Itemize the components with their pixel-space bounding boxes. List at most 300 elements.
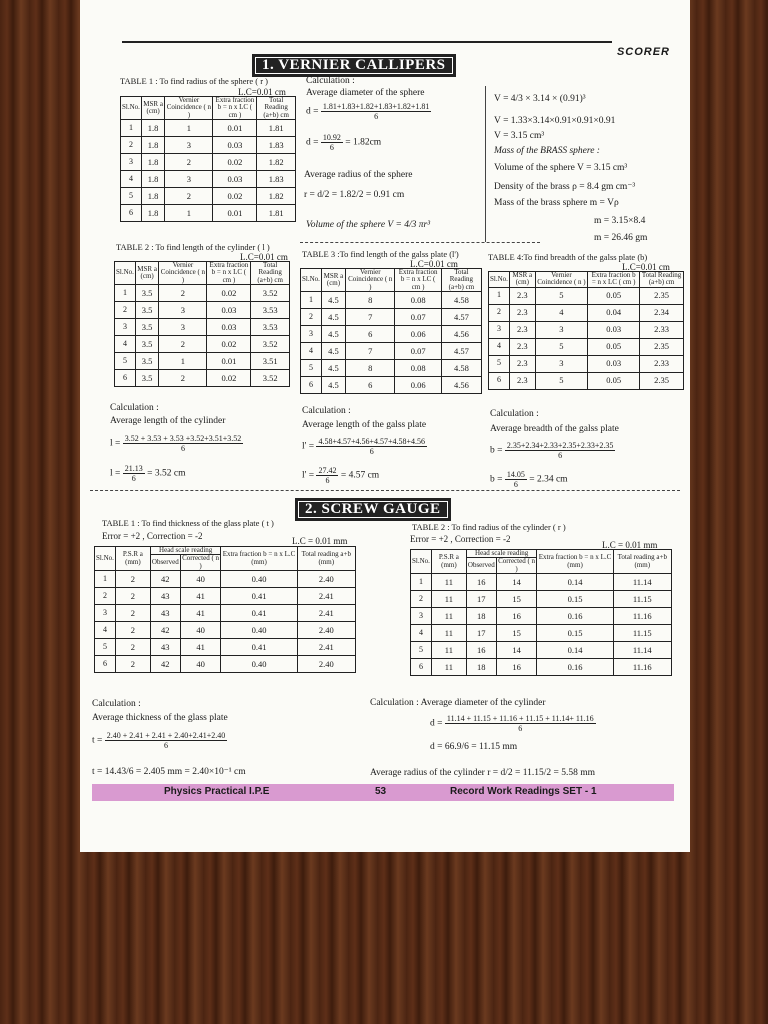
table-cell: 6 — [346, 377, 395, 394]
table-cell: 2.35 — [640, 287, 684, 304]
calc-title: Calculation : Average diameter of the cylinder — [370, 698, 546, 708]
table-cell: 3 — [159, 302, 207, 319]
table-cell: 3 — [159, 319, 207, 336]
table-cell: 0.03 — [213, 171, 257, 188]
table-cell: 3 — [489, 321, 510, 338]
table-cell: 17 — [466, 591, 496, 608]
table-cell: 2.40 — [297, 622, 355, 639]
table-row — [95, 571, 356, 588]
least-count: L.C=0.01 cm — [240, 252, 288, 262]
table-caption: TABLE 1 : To find thickness of the glass plate ( t ) — [102, 518, 274, 528]
table-cell: 2.3 — [509, 338, 535, 355]
col-header: Extra fraction b = n x L.C (mm) — [221, 547, 297, 571]
table-cell: 5 — [535, 338, 587, 355]
col-header: Total reading a+b (mm) — [613, 550, 671, 574]
table-row — [95, 622, 356, 639]
table-cell: 0.06 — [395, 326, 441, 343]
section-title-screw-gauge: 2. SCREW GAUGE — [295, 498, 451, 521]
calc-line: V = 1.33×3.14×0.91×0.91×0.91 — [494, 116, 616, 126]
table-cell: 0.05 — [588, 338, 640, 355]
least-count: L.C=0.01 cm — [622, 262, 670, 272]
table-cell: 1 — [165, 120, 213, 137]
table-cell: 2 — [115, 622, 150, 639]
table-row — [301, 292, 482, 309]
col-header: Head scale reading — [466, 550, 537, 558]
table-cell: 0.14 — [537, 642, 613, 659]
table-row — [411, 574, 672, 591]
table-cell: 40 — [180, 571, 221, 588]
table-row — [301, 360, 482, 377]
screw-gauge-table-2 — [410, 549, 672, 676]
table-cell: 0.16 — [537, 608, 613, 625]
table-cell: 41 — [180, 588, 221, 605]
col-header: Total Reading (a+b) cm — [251, 262, 290, 285]
table-cell: 43 — [150, 605, 180, 622]
table-row — [411, 625, 672, 642]
table-cell: 11.14 — [613, 642, 671, 659]
col-header: MSR a (cm) — [321, 269, 345, 292]
table-cell: 3 — [535, 321, 587, 338]
table-cell: 1.83 — [257, 137, 296, 154]
table-cell: 5 — [411, 642, 432, 659]
table-cell: 11.14 — [613, 574, 671, 591]
table-cell: 3.5 — [135, 336, 158, 353]
header-rule — [122, 41, 612, 43]
column-divider — [485, 86, 486, 242]
table-cell: 2 — [115, 605, 150, 622]
table-cell: 0.01 — [213, 120, 257, 137]
table-cell: 2.33 — [640, 321, 684, 338]
table-cell: 4.56 — [441, 377, 481, 394]
table-cell: 0.41 — [221, 588, 297, 605]
table-cell: 0.03 — [588, 355, 640, 372]
table-cell: 0.03 — [207, 302, 251, 319]
table-cell: 11 — [431, 642, 466, 659]
dashed-divider — [90, 490, 680, 491]
table-cell: 6 — [121, 205, 142, 222]
table-cell: 4.58 — [441, 292, 481, 309]
table-cell: 1.8 — [141, 154, 164, 171]
table-cell: 0.40 — [221, 656, 297, 673]
table-cell: 4.57 — [441, 343, 481, 360]
col-header: Vernier Coincidence ( n ) — [535, 272, 587, 288]
calc-length-cylinder: l = $\frac{3.52 + 3.53 + 3.53 +3.52+3.51+3.52}{6}$ — [110, 434, 242, 453]
table-row — [121, 171, 296, 188]
table-cell: 2 — [165, 154, 213, 171]
calc-breadth-plate-result: b = $\frac{14.05}{6}$ = 2.34 cm — [490, 470, 568, 489]
table-cell: 0.40 — [221, 622, 297, 639]
table-row — [115, 336, 290, 353]
table-cell: 0.01 — [207, 353, 251, 370]
calc-breadth-plate: b = $\frac{2.35+2.34+2.33+2.35+2.33+2.35}{6}$ — [490, 441, 614, 460]
table-row — [301, 377, 482, 394]
table-cell: 2.34 — [640, 304, 684, 321]
table-cell: 2.3 — [509, 372, 535, 389]
calc-line: m = 26.46 gm — [594, 233, 648, 243]
table-cell: 5 — [535, 287, 587, 304]
table-cell: 2.3 — [509, 321, 535, 338]
calc-thickness: t = $\frac{2.40 + 2.41 + 2.41 + 2.40+2.41+2.40}{6}$ — [92, 731, 226, 750]
table-cell: 18 — [466, 608, 496, 625]
col-header: Extra fraction b = n x LC ( cm ) — [213, 97, 257, 120]
table-cell: 42 — [150, 656, 180, 673]
table-cell: 5 — [115, 353, 136, 370]
table-cell: 2 — [159, 336, 207, 353]
footer-book-title: Physics Practical I.P.E — [164, 786, 270, 797]
table-cell: 5 — [301, 360, 322, 377]
col-header: MSR a (cm) — [135, 262, 158, 285]
table-cell: 2 — [115, 588, 150, 605]
calc-diameter-result: d = 66.9/6 = 11.15 mm — [430, 742, 518, 752]
table-cell: 3 — [121, 154, 142, 171]
table-row — [489, 372, 684, 389]
table-cell: 1 — [95, 571, 116, 588]
table-cell: 3.52 — [251, 370, 290, 387]
table-cell: 43 — [150, 588, 180, 605]
table-cell: 1.82 — [257, 154, 296, 171]
table-cell: 4 — [95, 622, 116, 639]
table-cell: 2.3 — [509, 304, 535, 321]
table-row — [489, 287, 684, 304]
table-cell: 11.16 — [613, 608, 671, 625]
table-cell: 4.5 — [321, 343, 345, 360]
table-cell: 11 — [431, 608, 466, 625]
table-cell: 0.05 — [588, 372, 640, 389]
table-cell: 2 — [115, 656, 150, 673]
table-cell: 2.35 — [640, 372, 684, 389]
calc-radius: r = d/2 = 1.82/2 = 0.91 cm — [304, 190, 405, 200]
calc-line: Average length of the cylinder — [110, 416, 226, 426]
table-row — [95, 639, 356, 656]
table-cell: 14 — [496, 574, 537, 591]
calc-diameter-result: d = $\frac{10.92}{6}$ = 1.82cm — [306, 133, 382, 152]
table-cell: 4.5 — [321, 377, 345, 394]
calc-title: Calculation : — [92, 699, 141, 709]
col-header: Total Reading (a+b) cm — [640, 272, 684, 288]
table-cell: 3.5 — [135, 370, 158, 387]
col-header: Extra fraction b = n x LC ( cm ) — [207, 262, 251, 285]
calc-line: Volume of the sphere V = 3.15 cm³ — [494, 163, 628, 173]
table-cell: 6 — [301, 377, 322, 394]
table-cell: 0.15 — [537, 591, 613, 608]
table-cell: 1.8 — [141, 205, 164, 222]
table-row — [95, 588, 356, 605]
table-cell: 2.41 — [297, 605, 355, 622]
table-row — [95, 605, 356, 622]
table-cell: 3.51 — [251, 353, 290, 370]
col-header: Sl.No. — [411, 550, 432, 574]
table-cell: 1.8 — [141, 171, 164, 188]
table-cell: 3 — [115, 319, 136, 336]
table-cell: 1.8 — [141, 137, 164, 154]
table-cell: 1 — [121, 120, 142, 137]
table-cell: 0.02 — [207, 285, 251, 302]
table-cell: 2.40 — [297, 571, 355, 588]
table-cell: 4 — [411, 625, 432, 642]
table-cell: 7 — [346, 343, 395, 360]
calc-line: Average breadth of the galss plate — [490, 424, 619, 434]
table-cell: 0.02 — [213, 188, 257, 205]
table-cell: 4.5 — [321, 326, 345, 343]
table-cell: 6 — [115, 370, 136, 387]
col-header: Sl.No. — [121, 97, 142, 120]
table-cell: 1 — [159, 353, 207, 370]
calc-line: Mass of the brass sphere m = Vρ — [494, 198, 619, 208]
table-cell: 8 — [346, 360, 395, 377]
table-row — [95, 656, 356, 673]
table-cell: 11 — [431, 591, 466, 608]
table-cell: 3.5 — [135, 302, 158, 319]
table-cell: 0.41 — [221, 605, 297, 622]
calc-title: Calculation : — [302, 406, 351, 416]
table-cell: 4.57 — [441, 309, 481, 326]
calc-diameter-formula: d = $\frac{1.81+1.83+1.82+1.83+1.82+1.81}{6}$ — [306, 102, 430, 121]
table-cell: 0.03 — [588, 321, 640, 338]
table-cell: 1.8 — [141, 188, 164, 205]
table-cell: 4.5 — [321, 309, 345, 326]
table-cell: 3.5 — [135, 353, 158, 370]
col-header: Vernier Coincidence ( n ) — [160, 261, 206, 284]
table-cell: 5 — [95, 639, 116, 656]
table-cell: 0.05 — [588, 287, 640, 304]
col-header: Total reading a+b (mm) — [297, 547, 355, 571]
table-cell: 6 — [95, 656, 116, 673]
calc-title: Calculation : — [110, 403, 159, 413]
table-cell: 11.16 — [613, 659, 671, 676]
table-cell: 11.15 — [613, 591, 671, 608]
table-cell: 0.04 — [588, 304, 640, 321]
table-cell: 8 — [346, 292, 395, 309]
table-cell: 2 — [301, 309, 322, 326]
table-cell: 1.81 — [257, 205, 296, 222]
calc-line: Mass of the BRASS sphere : — [494, 146, 600, 156]
table-cell: 4.5 — [321, 360, 345, 377]
col-header: Sl.No. — [301, 269, 322, 292]
col-header: P.S.R a (mm) — [431, 550, 466, 574]
brand-label: SCORER — [616, 46, 670, 58]
dashed-divider — [300, 242, 540, 243]
table-cell: 2 — [159, 285, 207, 302]
table-cell: 0.03 — [207, 319, 251, 336]
page-footer — [92, 784, 674, 801]
table-row — [121, 188, 296, 205]
calc-radius-result: Average radius of the cylinder r = d/2 = 11.15/2 = 5.58 mm — [370, 768, 596, 778]
table-cell: 3 — [165, 171, 213, 188]
least-count: L.C = 0.01 mm — [602, 540, 658, 550]
table-cell: 6 — [411, 659, 432, 676]
table-cell: 1 — [411, 574, 432, 591]
table-cell: 3 — [165, 137, 213, 154]
col-header: Sl.No. — [489, 272, 510, 288]
table-cell: 2.41 — [297, 588, 355, 605]
table-caption: TABLE 3 :To find length of the galss plate (l') — [302, 249, 459, 259]
table-cell: 1 — [115, 285, 136, 302]
table-cell: 4 — [115, 336, 136, 353]
table-row — [115, 370, 290, 387]
col-header: Sl.No. — [95, 547, 116, 571]
table-cell: 15 — [496, 591, 537, 608]
table-caption: TABLE 4:To find breadth of the galss plate (b) — [488, 252, 648, 262]
table-cell: 0.08 — [395, 360, 441, 377]
table-caption: TABLE 2 : To find length of the cylinder ( l ) — [116, 242, 270, 252]
table-row — [301, 343, 482, 360]
table-cell: 40 — [180, 656, 221, 673]
col-header: MSR a (cm) — [509, 272, 535, 288]
table-row — [489, 321, 684, 338]
calc-length-plate-result: l' = $\frac{27.42}{6}$ = 4.57 cm — [302, 466, 380, 485]
table-row — [121, 205, 296, 222]
col-header: MSR a (cm) — [141, 97, 164, 120]
calc-line: Average length of the galss plate — [302, 420, 427, 430]
table-cell: 2 — [115, 639, 150, 656]
table-cell: 0.16 — [537, 659, 613, 676]
table-cell: 4.58 — [441, 360, 481, 377]
table-cell: 0.07 — [395, 343, 441, 360]
table-cell: 2.40 — [297, 656, 355, 673]
table-cell: 3 — [411, 608, 432, 625]
table-cell: 14 — [496, 642, 537, 659]
table-row — [121, 137, 296, 154]
calc-line: Average radius of the sphere — [304, 170, 413, 180]
table-cell: 11 — [431, 574, 466, 591]
col-header: Total Reading (a+b) cm — [441, 269, 481, 292]
page-number: 53 — [375, 786, 387, 797]
table-cell: 3.53 — [251, 302, 290, 319]
vernier-table-2 — [114, 261, 290, 387]
table-cell: 4 — [301, 343, 322, 360]
table-cell: 0.40 — [221, 571, 297, 588]
table-caption: TABLE 2 : To find radius of the cylinder ( r ) — [412, 522, 566, 532]
table-cell: 1.83 — [257, 171, 296, 188]
table-row — [411, 608, 672, 625]
table-cell: 1.8 — [141, 120, 164, 137]
col-header: Extra fraction b = n x LC ( cm ) — [395, 269, 441, 292]
table-row — [489, 304, 684, 321]
least-count: L.C = 0.01 mm — [292, 536, 348, 546]
table-row — [489, 355, 684, 372]
table-row — [411, 659, 672, 676]
col-header: Extra fraction b = n x L.C (mm) — [537, 550, 613, 574]
table-cell: 6 — [346, 326, 395, 343]
col-header: Extra fraction b = n x LC ( cm ) — [588, 272, 640, 288]
table-cell: 2 — [95, 588, 116, 605]
textbook-page — [80, 0, 690, 852]
table-cell: 5 — [489, 355, 510, 372]
table-cell: 41 — [180, 639, 221, 656]
table-cell: 11.15 — [613, 625, 671, 642]
table-cell: 2 — [115, 571, 150, 588]
table-row — [115, 302, 290, 319]
col-header: Total Reading (a+b) cm — [257, 97, 296, 120]
col-header: Corrected ( n ) — [182, 554, 220, 570]
col-header: Observed — [466, 558, 496, 574]
table-cell: 0.41 — [221, 639, 297, 656]
vernier-table-4 — [488, 271, 684, 390]
table-cell: 2 — [121, 137, 142, 154]
calc-length-plate: l' = $\frac{4.58+4.57+4.56+4.57+4.58+4.56}{6}$ — [302, 437, 426, 456]
table-cell: 2 — [411, 591, 432, 608]
table-cell: 16 — [466, 642, 496, 659]
table-cell: 1 — [165, 205, 213, 222]
footer-set-label: Record Work Readings SET - 1 — [450, 786, 597, 797]
table-cell: 4.56 — [441, 326, 481, 343]
table-cell: 3 — [301, 326, 322, 343]
table-row — [411, 591, 672, 608]
table-cell: 15 — [496, 625, 537, 642]
table-row — [115, 353, 290, 370]
table-cell: 4 — [535, 304, 587, 321]
table-cell: 0.01 — [213, 205, 257, 222]
table-cell: 41 — [180, 605, 221, 622]
calc-title: Calculation : — [306, 76, 355, 86]
col-header: Sl.No. — [115, 262, 136, 285]
col-header: Vernier Coincidence ( n ) — [166, 96, 212, 119]
table-cell: 0.02 — [207, 370, 251, 387]
table-cell: 40 — [180, 622, 221, 639]
table-cell: 2 — [115, 302, 136, 319]
table-cell: 0.06 — [395, 377, 441, 394]
table-cell: 2 — [165, 188, 213, 205]
table-row — [121, 120, 296, 137]
table-row — [489, 338, 684, 355]
least-count: L.C=0.01 cm — [238, 87, 286, 97]
calc-length-cylinder-result: l = $\frac{21.13}{6}$ = 3.52 cm — [110, 464, 186, 483]
table-cell: 2.3 — [509, 355, 535, 372]
table-cell: 0.03 — [213, 137, 257, 154]
table-row — [115, 285, 290, 302]
table-cell: 5 — [121, 188, 142, 205]
table-cell: 11 — [431, 659, 466, 676]
table-cell: 17 — [466, 625, 496, 642]
table-cell: 42 — [150, 571, 180, 588]
table-row — [121, 154, 296, 171]
table-cell: 3 — [535, 355, 587, 372]
error-correction: Error = +2 , Correction = -2 — [102, 531, 203, 541]
table-cell: 16 — [466, 574, 496, 591]
table-cell: 43 — [150, 639, 180, 656]
error-correction: Error = +2 , Correction = -2 — [410, 534, 511, 544]
table-cell: 3.52 — [251, 336, 290, 353]
table-cell: 11 — [431, 625, 466, 642]
table-cell: 3.53 — [251, 319, 290, 336]
calc-thickness-result: t = 14.43/6 = 2.405 mm = 2.40×10⁻¹ cm — [92, 767, 246, 777]
table-cell: 3.5 — [135, 319, 158, 336]
table-cell: 1 — [301, 292, 322, 309]
vernier-table-1 — [120, 96, 296, 222]
table-cell: 16 — [496, 608, 537, 625]
table-cell: 4 — [121, 171, 142, 188]
table-row — [115, 319, 290, 336]
table-cell: 2.3 — [509, 287, 535, 304]
table-caption: TABLE 1 : To find radius of the sphere ( r ) — [120, 76, 268, 86]
table-cell: 2 — [159, 370, 207, 387]
table-cell: 2.41 — [297, 639, 355, 656]
table-cell: 0.02 — [213, 154, 257, 171]
table-cell: 5 — [535, 372, 587, 389]
table-cell: 2.33 — [640, 355, 684, 372]
screw-gauge-table-1 — [94, 546, 356, 673]
calc-line: Density of the brass ρ = 8.4 gm cm⁻³ — [494, 182, 636, 192]
col-header: Corrected ( n ) — [498, 557, 536, 573]
table-cell: 0.07 — [395, 309, 441, 326]
calc-title: Calculation : — [490, 409, 539, 419]
calc-line: V = 4/3 × 3.14 × (0.91)³ — [494, 94, 586, 104]
table-cell: 2.35 — [640, 338, 684, 355]
table-cell: 4.5 — [321, 292, 345, 309]
table-cell: 0.14 — [537, 574, 613, 591]
calc-line: m = 3.15×8.4 — [594, 216, 646, 226]
table-cell: 4 — [489, 338, 510, 355]
